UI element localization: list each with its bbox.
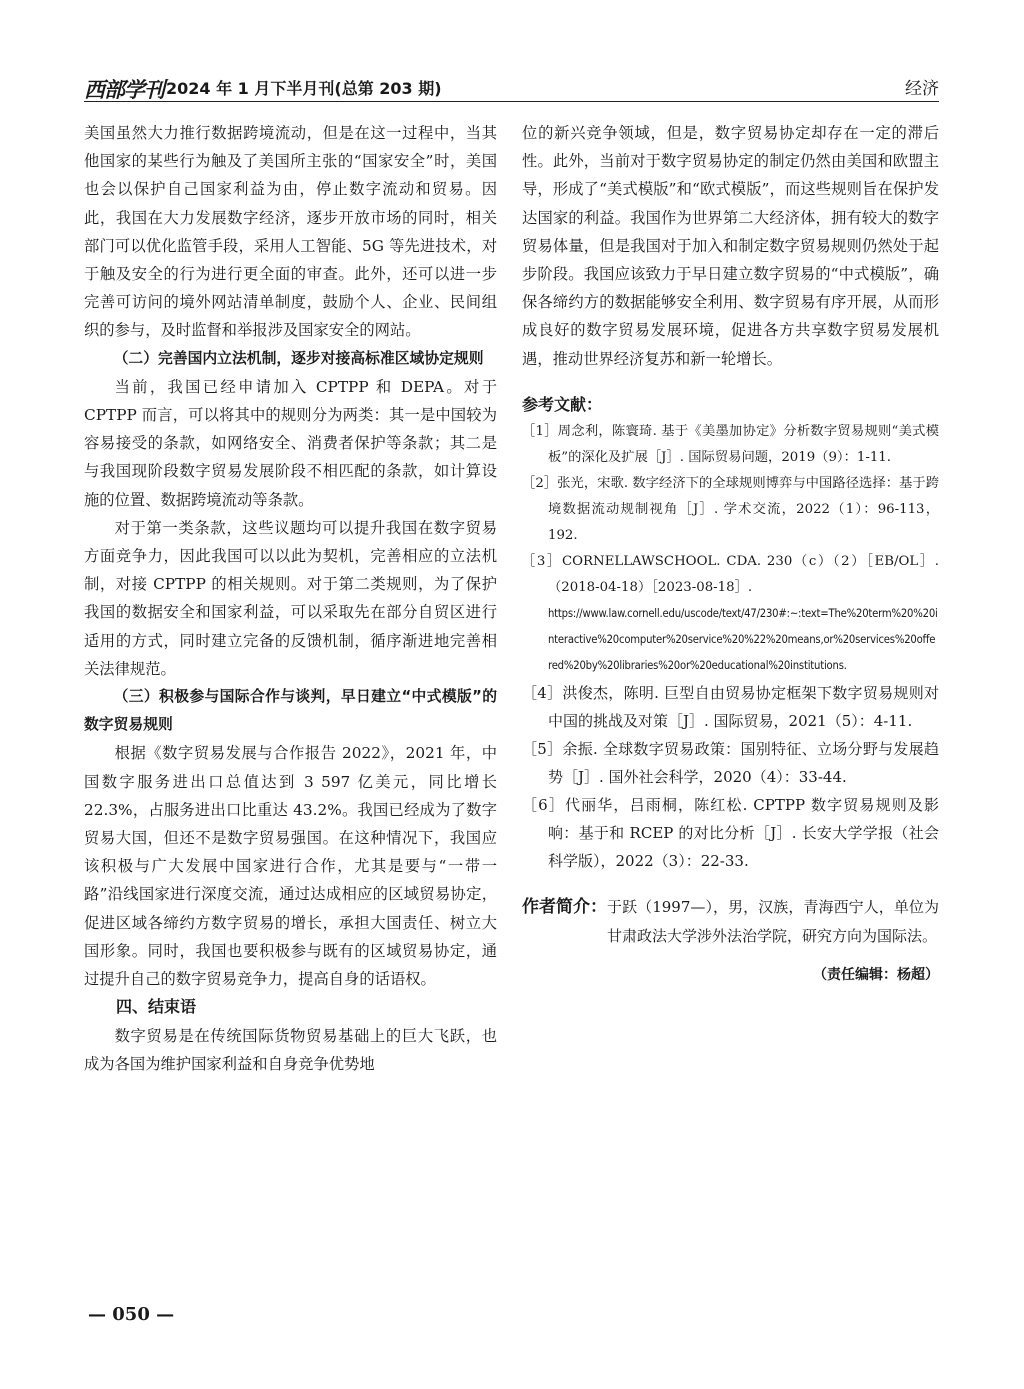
journal-logo: 西部学刊 [84, 77, 164, 102]
header-rule [84, 101, 939, 102]
page-number: — 050 — [88, 1304, 175, 1325]
reference-item: ［6］代丽华，吕雨桐，陈红松. CPTPP 数字贸易规则及影响：基于和 RCEP 的对比分析［J］. 长安大学学报（社会科学版），2022（3）：22-33. [522, 796, 939, 871]
issue-info: 2024 年 1 月下半月刊(总第 203 期) [166, 79, 442, 98]
author-label: 作者简介： [522, 897, 607, 918]
author-text: 于跃（1997—），男，汉族，青海西宁人，单位为甘肃政法大学涉外法治学院，研究方向为国际法。 [607, 898, 939, 946]
reference-url[interactable]: https://www.law.cornell.edu/uscode/text/47/230#:~:text=The%20term%20%20interactive%20computer%20service%20%22%20means,or%20services%20offered%20by%20libraries%20or%20educational%20institutions. [548, 607, 938, 673]
author-info [522, 893, 939, 951]
reference-item: ［1］周念利，陈寰琦. 基于《美墨加协定》分析数字贸易规则“美式模板”的深化及扩展［J］. 国际贸易问题，2019（9）：1-11. [522, 424, 939, 466]
section-heading: 四、结束语 [116, 997, 197, 1017]
reference-item: ［3］CORNELLAWSCHOOL. CDA. 230（c）（2）［EB/OL］.（2018-04-18）［2023-08-18］. [522, 554, 939, 596]
body-paragraph: 根据《数字贸易发展与合作报告 2022》，2021 年，中国数字服务进出口总值达到 3 597 亿美元，同比增长 22.3%，占服务进出口比重达 43.2%。我国已经成为了数字贸易大国，但还不是数字贸易强国。在这种情况下，我国应该积极与广大发展中国家进行合作，尤其是要与“一带一路”沿线国家进行深度交流，通过达成相应的区域贸易协定，促进区域各缔约方数字贸易的增长，承担大国责任、树立大国形象。同时，我国也要积极参与既有的区域贸易协定，通过提升自己的数字贸易竞争力，提高自身的话语权。 [84, 744, 497, 989]
section-subheading: （二）完善国内立法机制，逐步对接高标准区域协定规则 [113, 349, 484, 367]
reference-item: ［4］洪俊杰，陈明. 巨型自由贸易协定框架下数字贸易规则对中国的挑战及对策［J］. 国际贸易，2021（5）：4-11. [522, 684, 939, 731]
body-paragraph: 对于第一类条款，这些议题均可以提升我国在数字贸易方面竞争力，因此我国可以以此为契机，完善相应的立法机制，对接 CPTPP 的相关规则。对于第二类规则，为了保护我国的数据安全和国家利益，可以采取先在部分自贸区进行适用的方式，同时建立完备的反馈机制，循序渐进地完善相关法律规范。 [84, 518, 497, 678]
left-column [84, 119, 497, 1078]
section-label: 经济 [905, 79, 939, 99]
section-subheading: （三）积极参与国际合作与谈判，早日建立“中式模版”的数字贸易规则 [84, 688, 497, 734]
body-paragraph: 当前，我国已经申请加入 CPTPP 和 DEPA。对于 CPTPP 而言，可以将其中的规则分为两类：其一是中国较为容易接受的条款，如网络安全、消费者保护等条款；其二是与我国现阶段数字贸易发展阶段不相匹配的条款，如计算设施的位置、数据跨境流动等条款。 [84, 377, 497, 509]
editor-note: （责任编辑：杨超） [813, 967, 939, 984]
reference-item: ［5］余振. 全球数字贸易政策：国别特征、立场分野与发展趋势［J］. 国外社会科学，2020（4）：33-44. [522, 740, 939, 787]
references-title: 参考文献： [522, 394, 603, 414]
page-header [84, 70, 939, 100]
right-column [522, 119, 939, 989]
body-paragraph: 位的新兴竞争领域，但是，数字贸易协定却存在一定的滞后性。此外，当前对于数字贸易协定的制定仍然由美国和欧盟主导，形成了“美式模版”和“欧式模版”，而这些规则旨在保护发达国家的利益。我国作为世界第二大经济体，拥有较大的数字贸易体量，但是我国对于加入和制定数字贸易规则仍然处于起步阶段。我国应该致力于早日建立数字贸易的“中式模版”，确保各缔约方的数据能够安全利用、数字贸易有序开展，从而形成良好的数字贸易发展环境，促进各方共享数字贸易发展机遇，推动世界经济复苏和新一轮增长。 [522, 124, 939, 368]
reference-item: ［2］张光，宋歌. 数字经济下的全球规则博弈与中国路径选择：基于跨境数据流动规制视角［J］. 学术交流，2022（1）：96-113，192. [522, 476, 939, 544]
body-paragraph: 美国虽然大力推行数据跨境流动，但是在这一过程中，当其他国家的某些行为触及了美国所主张的“国家安全”时，美国也会以保护自己国家利益为由，停止数字流动和贸易。因此，我国在大力发展数字经济，逐步开放市场的同时，相关部门可以优化监管手段，采用人工智能、5G 等先进技术，对于触及安全的行为进行更全面的审查。此外，还可以进一步完善可访问的境外网站清单制度，鼓励个人、企业、民间组织的参与，及时监督和举报涉及国家安全的网站。 [84, 124, 497, 340]
body-paragraph: 数字贸易是在传统国际货物贸易基础上的巨大飞跃，也成为各国为维护国家利益和自身竞争优势地 [84, 1026, 497, 1073]
reference-list [522, 419, 939, 875]
